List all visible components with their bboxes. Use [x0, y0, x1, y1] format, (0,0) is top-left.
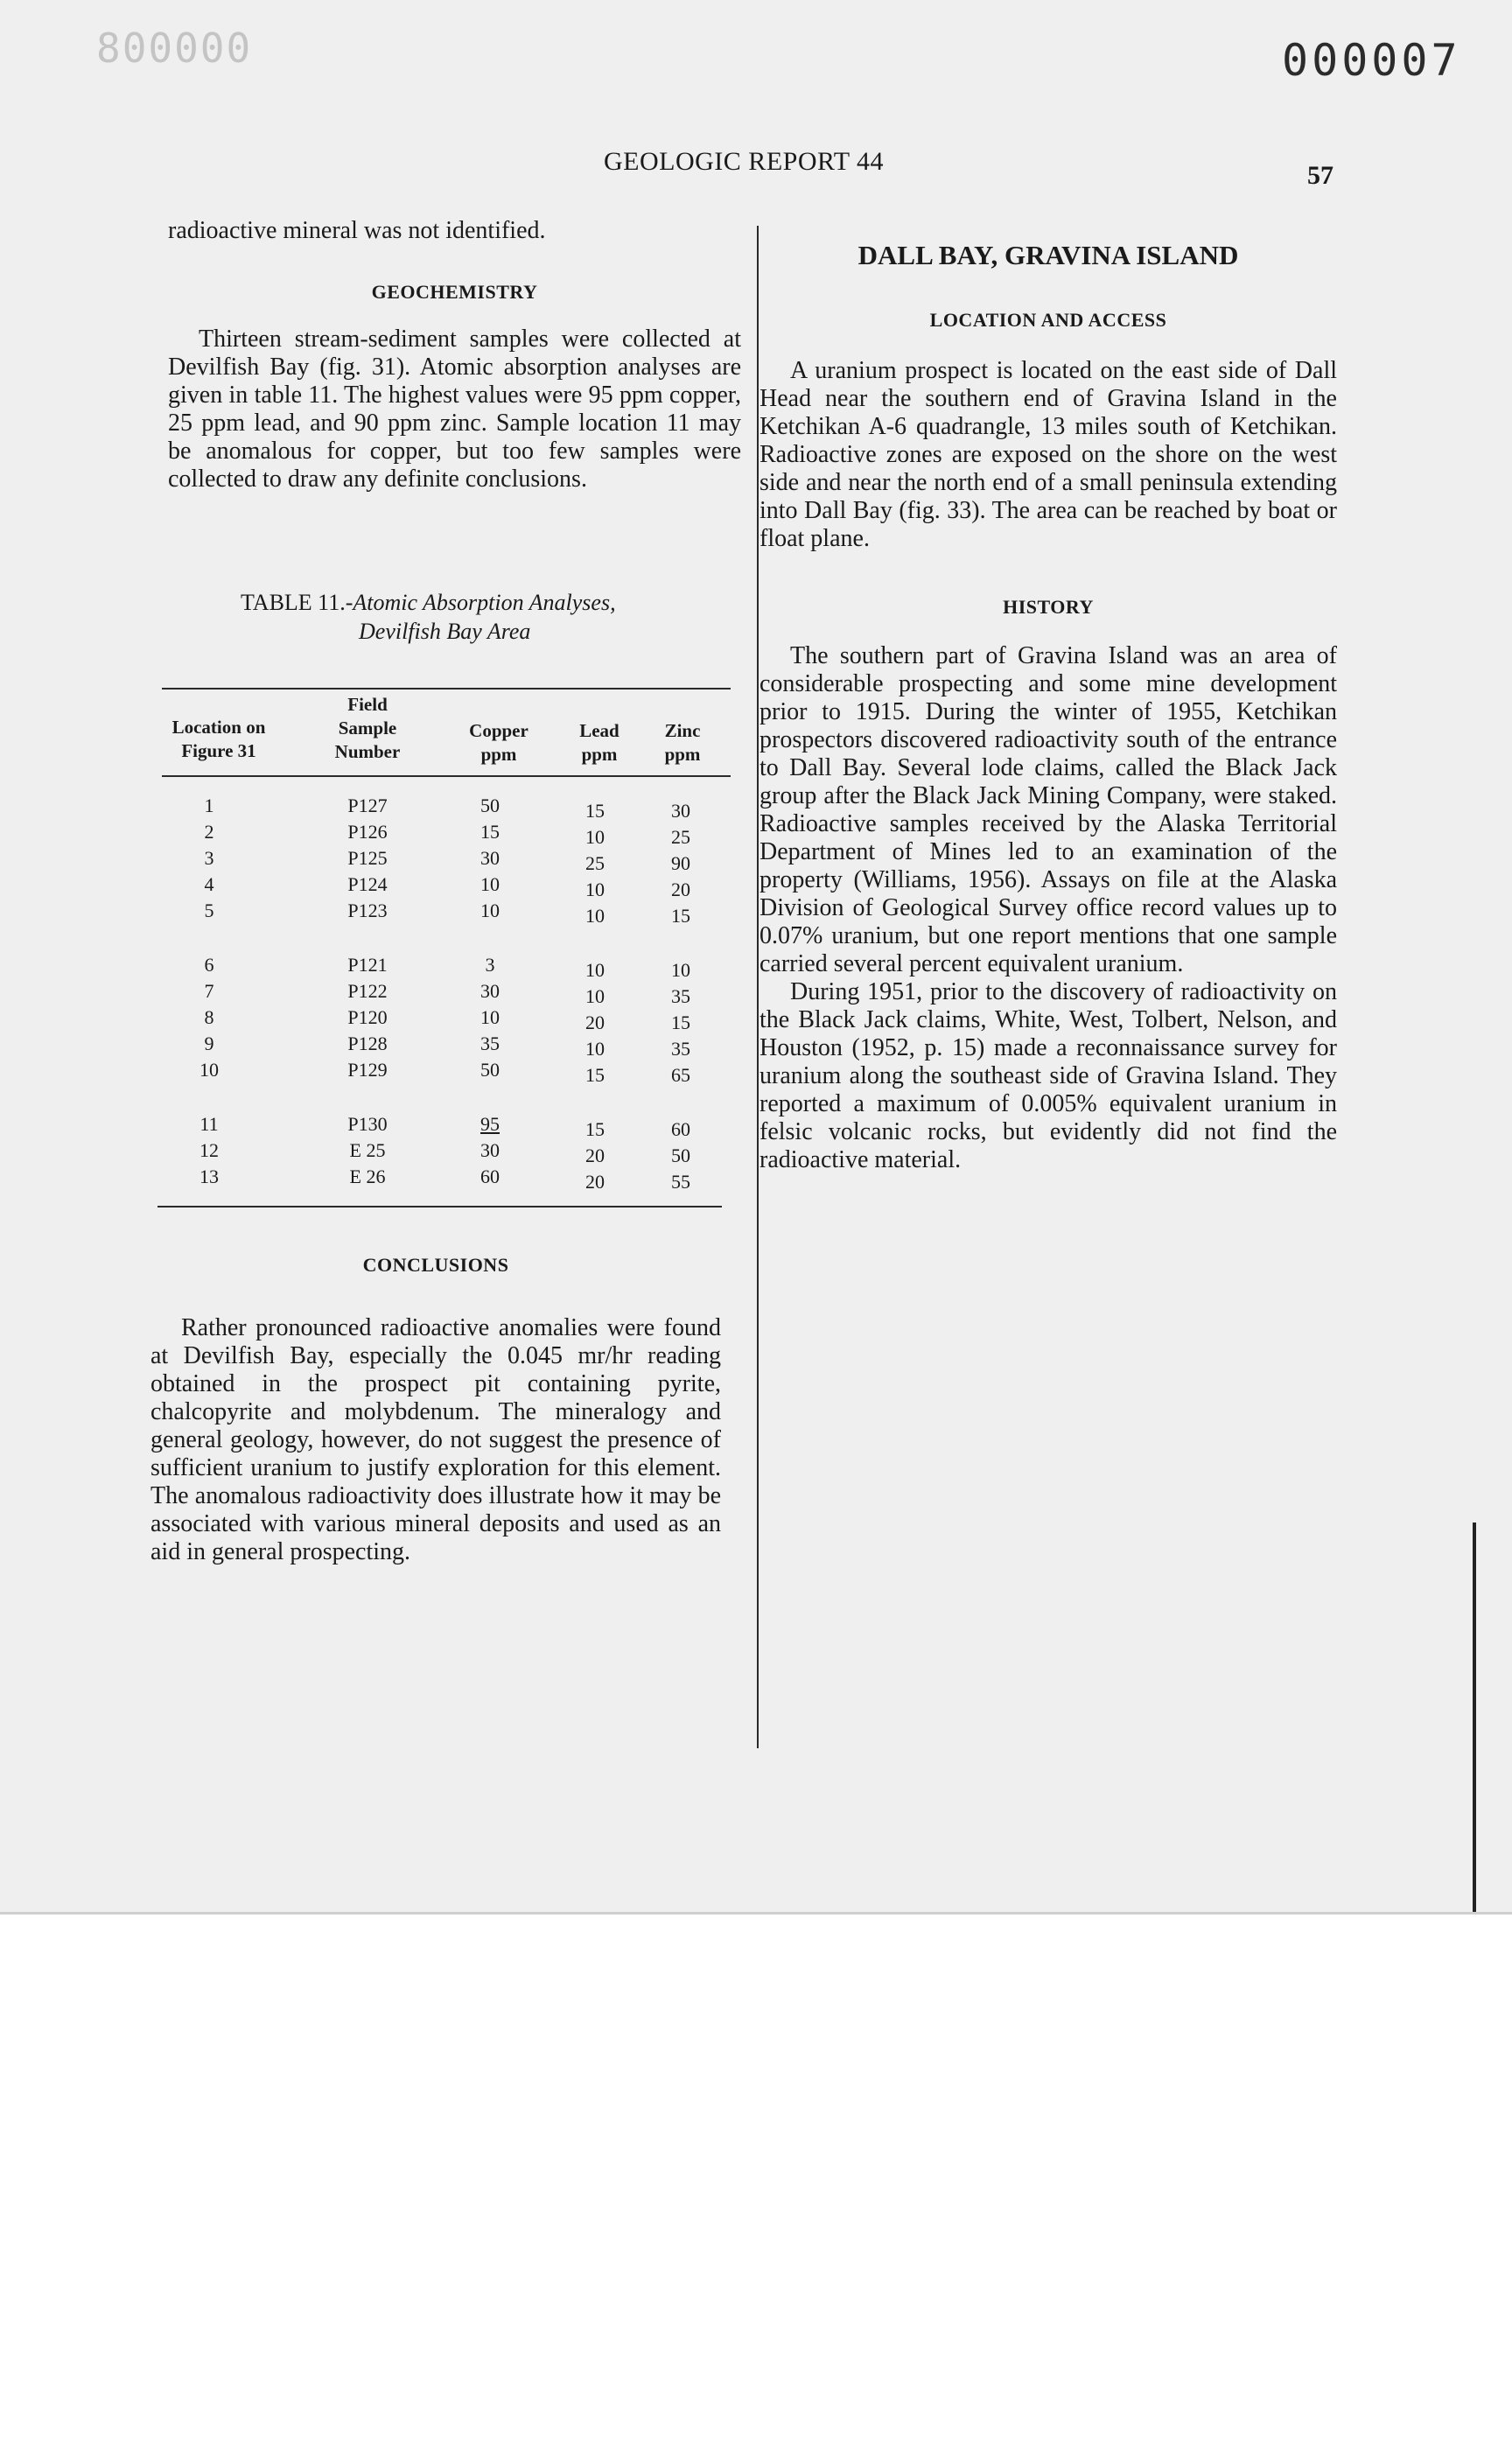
table-caption — [241, 588, 616, 646]
table-cell-loc: 8 — [204, 1006, 214, 1028]
table-cell-cu: 50 — [480, 794, 500, 816]
history-paragraph-2: During 1951, prior to the discovery of radioactivity on the Black Jack claims, White, West, Tolbert, Nelson, and Houston (1952, p. 15) made a reconnaissance survey for uranium along the southeast side of Gravina Island. They reported a maximum of 0.005% equivalent uranium in felsic volcanic rocks, but evidently did not find the radioactive material. — [760, 978, 1337, 1173]
table-cell-sample: E 25 — [349, 1139, 386, 1161]
table-cell-cu: 95 — [480, 1113, 500, 1135]
table-cell-pb: 10 — [585, 826, 605, 848]
table-caption-sub: Devilfish Bay Area — [359, 619, 531, 644]
table-cell-pb: 10 — [585, 1038, 605, 1060]
table-cell-cu: 15 — [480, 821, 500, 843]
header-zinc-line1: Zinc — [664, 720, 701, 741]
table-cell-cu: 30 — [480, 1139, 500, 1161]
table-cell-zn: 65 — [671, 1064, 690, 1086]
table-caption-prefix: TABLE 11.- — [241, 590, 354, 615]
table-cell-zn: 50 — [671, 1144, 690, 1166]
table-cell-loc: 6 — [204, 954, 214, 976]
table-cell-loc: 11 — [200, 1113, 219, 1135]
header-lead-line2: ppm — [581, 744, 618, 765]
table-cell-pb: 10 — [585, 959, 605, 981]
table-cell-sample: P124 — [347, 873, 388, 895]
table-cell-sample: P123 — [347, 900, 388, 921]
history-heading: HISTORY — [1003, 596, 1094, 618]
table-cell-pb: 15 — [585, 800, 605, 822]
table-cell-sample: P129 — [347, 1059, 388, 1081]
table-cell-zn: 35 — [671, 1038, 690, 1060]
table-top-rule — [162, 688, 731, 690]
table-cell-pb: 10 — [585, 905, 605, 927]
table-cell-cu: 35 — [480, 1032, 500, 1054]
header-copper — [455, 719, 542, 766]
table-cell-cu: 50 — [480, 1059, 500, 1081]
table-cell-pb: 20 — [585, 1171, 605, 1193]
table-cell-loc: 4 — [204, 873, 214, 895]
table-cell-loc: 13 — [200, 1166, 219, 1187]
left-column-top — [168, 217, 741, 494]
running-head: GEOLOGIC REPORT 44 — [604, 147, 884, 176]
right-column — [760, 242, 1337, 1174]
header-field-line3: Number — [334, 741, 401, 762]
table-cell-sample: P130 — [347, 1113, 388, 1135]
table-cell-cu: 3 — [485, 954, 495, 976]
table-cell-cu: 60 — [480, 1166, 500, 1187]
scan-bottom-edge — [0, 1912, 1512, 1914]
table-cell-sample: E 26 — [349, 1166, 386, 1187]
table-cell-sample: P126 — [347, 821, 388, 843]
table-cell-loc: 12 — [200, 1139, 219, 1161]
table-cell-pb: 10 — [585, 985, 605, 1007]
section-title: DALL BAY, GRAVINA ISLAND — [858, 240, 1239, 270]
table-cell-zn: 30 — [671, 800, 690, 822]
table-cell-sample: P127 — [347, 794, 388, 816]
header-lead-line1: Lead — [579, 720, 620, 741]
table-cell-loc: 9 — [204, 1032, 214, 1054]
table-cell-sample: P122 — [347, 980, 388, 1002]
table-cell-cu: 10 — [480, 873, 500, 895]
table-cell-sample: P125 — [347, 847, 388, 869]
header-field-line2: Sample — [338, 718, 397, 738]
table-cell-pb: 20 — [585, 1012, 605, 1033]
table-cell-cu: 30 — [480, 847, 500, 869]
header-lead — [560, 719, 639, 766]
table-bottom-rule — [158, 1206, 722, 1208]
table-cell-pb: 15 — [585, 1118, 605, 1140]
history-paragraph-1: The southern part of Gravina Island was an area of considerable prospecting and some mine development prior to 1915. During the winter of 1955, Ketchikan prospectors discovered radioactivity south of the entrance to Dall Bay. Several lode claims, called the Black Jack group after the Black Jack Mining Company, were staked. Radioactive samples received by the Alaska Territorial Department of Mines led to an examination of the property (Williams, 1956). Assays on file at the Alaska Division of Geological Survey office record values up to 0.07% uranium, but one report mentions that one sample carried several percent equivalent uranium. — [760, 642, 1337, 977]
header-zinc — [643, 719, 722, 766]
table-cell-loc: 7 — [204, 980, 214, 1002]
column-divider — [757, 226, 759, 1748]
header-location — [158, 716, 280, 763]
carryover-text: radioactive mineral was not identified. — [168, 217, 546, 244]
table-cell-zn: 90 — [671, 852, 690, 874]
header-copper-line1: Copper — [469, 720, 528, 741]
table-cell-zn: 60 — [671, 1118, 690, 1140]
header-field-line1: Field — [347, 694, 388, 715]
table-cell-pb: 20 — [585, 1144, 605, 1166]
table-cell-loc: 2 — [204, 821, 214, 843]
table-cell-zn: 55 — [671, 1171, 690, 1193]
table-cell-zn: 10 — [671, 959, 690, 981]
location-paragraph: A uranium prospect is located on the east side of Dall Head near the southern end of Gravina Island in the Ketchikan A-6 quadrangle, 13 miles south of Ketchikan. Radioactive zones are exposed on the shore on the west side and near the north end of a small peninsula extending into Dall Bay (fig. 33). The area can be reached by boat or float plane. — [760, 357, 1337, 552]
table-cell-zn: 35 — [671, 985, 690, 1007]
table-cell-sample: P128 — [347, 1032, 388, 1054]
table-cell-zn: 20 — [671, 878, 690, 900]
table-cell-loc: 1 — [204, 794, 214, 816]
table-cell-loc: 5 — [204, 900, 214, 921]
conclusions-paragraph: Rather pronounced radioactive anomalies were found at Devilfish Bay, especially the 0.045 mr/hr reading obtained in the prospect pit containing pyrite, chalcopyrite and molybdenum. The mineralogy and general geology, however, do not suggest the presence of sufficient uranium to justify exploration for this element. The anomalous radioactivity does illustrate how it may be associated with various mineral deposits and used as an aid in general prospecting. — [150, 1314, 721, 1565]
table-caption-title: Atomic Absorption Analyses, — [353, 590, 616, 615]
table-cell-cu: 30 — [480, 980, 500, 1002]
table-cell-pb: 10 — [585, 878, 605, 900]
table-cell-zn: 15 — [671, 905, 690, 927]
geochemistry-paragraph: Thirteen stream-sediment samples were collected at Devilfish Bay (fig. 31). Atomic absorption analyses are given in table 11. The highest values were 95 ppm copper, 25 ppm lead, and 90 ppm zinc. Sample location 11 may be anomalous for copper, but too few samples were collected to draw any definite conclusions. — [168, 326, 741, 493]
table-cell-zn: 25 — [671, 826, 690, 848]
table-cell-loc: 3 — [204, 847, 214, 869]
table-cell-pb: 25 — [585, 852, 605, 874]
location-heading: LOCATION AND ACCESS — [929, 309, 1167, 331]
table-cell-cu: 10 — [480, 900, 500, 921]
geochemistry-heading: GEOCHEMISTRY — [371, 281, 538, 303]
table-cell-sample: P121 — [347, 954, 388, 976]
header-location-line2: Figure 31 — [181, 740, 256, 761]
page-stamp-number: 000007 — [1282, 35, 1461, 86]
table-cell-pb: 15 — [585, 1064, 605, 1086]
header-bottom-rule — [162, 775, 731, 777]
header-zinc-line2: ppm — [664, 744, 701, 765]
scan-edge-line — [1473, 1522, 1476, 1912]
table-cell-sample: P120 — [347, 1006, 388, 1028]
left-column-bottom — [150, 1251, 721, 1566]
table-cell-zn: 15 — [671, 1012, 690, 1033]
table-cell-loc: 10 — [200, 1059, 219, 1081]
page-number: 57 — [1307, 161, 1334, 190]
table-cell-cu: 10 — [480, 1006, 500, 1028]
header-location-line1: Location on — [172, 717, 266, 738]
faded-page-stamp: 800000 — [96, 24, 253, 72]
header-copper-line2: ppm — [480, 744, 517, 765]
conclusions-heading: CONCLUSIONS — [362, 1254, 509, 1276]
header-field-sample — [315, 693, 420, 764]
